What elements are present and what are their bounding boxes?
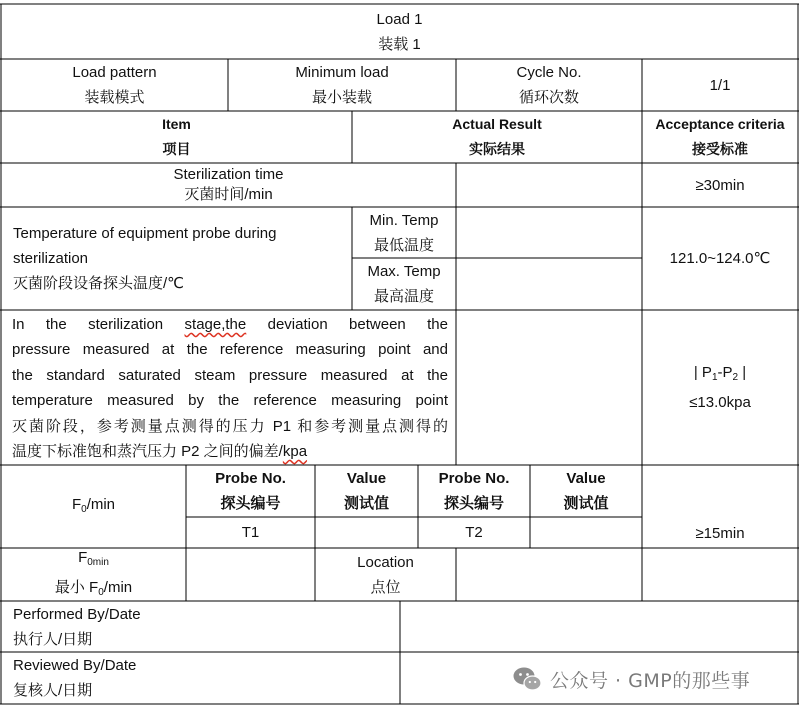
actual-result-header-cell [352, 111, 642, 163]
cycle-no-value: 1/1 [709, 76, 731, 94]
probe-no-header-2: Probe No. 探头编号 [438, 470, 510, 512]
location-label-cell [315, 548, 456, 601]
location-label-zh: 点位 [370, 578, 401, 596]
pressure-criteria-formula: | $P_1-P_2$ | [693, 364, 747, 383]
probe-temp-label-en-2: sterilization [13, 250, 89, 267]
pressure-line-3: the standard saturated steam pressure measured at the [12, 366, 448, 384]
f0-label: $F_0/\min$ [71, 495, 116, 515]
pressure-line-4: temperature measured by the reference measuring point [12, 392, 448, 410]
actual-result-header-en: Actual Result [452, 116, 542, 132]
load-pattern-label-cell [1, 59, 228, 111]
pressure-criteria-limit: ≤13.0kpa [689, 394, 751, 411]
max-temp-result-cell[interactable] [456, 258, 642, 310]
pressure-line-5: 灭菌阶段，参考测量点测得的压力 P1 和参考测量点测得的 [12, 417, 448, 435]
cycle-no-label-cell [456, 59, 642, 111]
cycle-no-label-zh: 循环次数 [518, 89, 579, 106]
location-value-cell[interactable] [456, 548, 642, 601]
value-header-1: Value 测试值 [343, 470, 389, 512]
min-temp-label-zh: 最低温度 [373, 236, 434, 254]
probe-temp-label-en-1: Temperature of equipment probe during [13, 225, 277, 242]
sterilization-time-criteria-cell [642, 163, 798, 207]
f0-criteria-cell [642, 465, 798, 601]
acceptance-criteria-header-en: Acceptance criteria [655, 116, 785, 132]
performed-by-label-zh: 执行人/日期 [13, 630, 93, 648]
load-pattern-label-en: Load pattern [72, 64, 157, 81]
load-pattern-value-cell [228, 59, 456, 111]
max-temp-label-en: Max. Temp [367, 263, 441, 280]
probe-temp-label-cell [1, 207, 352, 310]
probe-no-header-1: Probe No. 探头编号 [215, 470, 286, 512]
load-pattern-label-zh: 装载模式 [84, 89, 145, 106]
load-pattern-value-en: Minimum load [295, 64, 389, 81]
probe-t2-value-cell[interactable] [530, 517, 642, 548]
pressure-deviation-criteria-cell [642, 310, 798, 465]
acceptance-criteria-header-cell [642, 111, 798, 163]
load-title-zh: 装载 1 [378, 35, 421, 53]
max-temp-label-zh: 最高温度 [373, 288, 434, 305]
reviewed-by-label-en: Reviewed By/Date [13, 657, 137, 674]
watermark [512, 662, 750, 696]
sterilization-time-criteria: ≥30min [695, 176, 745, 194]
probe-temp-criteria: 121.0~124.0℃ [669, 250, 771, 267]
probe-temp-criteria-cell [642, 207, 798, 310]
probe-t1: T1 [241, 524, 260, 541]
f0min-label: $F_{0min}$ [78, 548, 109, 568]
cycle-no-label-en: Cycle No. [516, 64, 582, 81]
item-header-zh: 项目 [162, 141, 191, 157]
pressure-deviation-label-cell [12, 312, 448, 464]
performed-by-label-cell [1, 601, 400, 652]
sterilization-time-result-cell[interactable] [456, 163, 642, 207]
sterilization-time-label-en: Sterilization time [173, 166, 284, 183]
f0-criteria: ≥15min [695, 524, 745, 542]
f0-label-cell [1, 465, 186, 548]
pressure-line-1: In the sterilization stage,the deviation between the [12, 316, 448, 333]
probe-t2: T2 [465, 524, 483, 541]
performed-by-field[interactable] [400, 601, 798, 652]
cycle-no-value-cell [642, 59, 798, 111]
probe-temp-label-zh: 灭菌阶段设备探头温度/℃ [13, 275, 185, 292]
min-temp-label-cell [352, 207, 456, 258]
pressure-line-2: pressure measured at the reference measuring point and [12, 341, 448, 359]
item-header-cell [1, 111, 352, 163]
max-temp-label-cell [352, 258, 456, 310]
load-title-cell [1, 4, 798, 59]
pressure-line-6: 温度下标准饱和蒸汽压力 P2 之间的偏差/kpa [12, 443, 308, 461]
watermark-text: 公众号 · GMP的那些事 [550, 669, 751, 692]
location-label-en: Location [357, 553, 414, 571]
wechat-icon [512, 665, 542, 693]
f0min-label-cell [1, 548, 186, 601]
pressure-deviation-result-cell[interactable] [456, 310, 642, 465]
performed-by-label-en: Performed By/Date [13, 605, 141, 623]
value-header-2: Value 测试值 [563, 470, 609, 512]
load-title-en: Load 1 [376, 10, 423, 28]
min-temp-result-cell[interactable] [456, 207, 642, 258]
actual-result-header-zh: 实际结果 [469, 141, 525, 157]
min-temp-label-en: Min. Temp [369, 211, 439, 229]
probe-t1-cell [186, 517, 315, 548]
load-pattern-value-zh: 最小装载 [311, 89, 372, 106]
item-header-en: Item [162, 116, 191, 132]
f0min-value-cell[interactable] [186, 548, 315, 601]
sterilization-time-label-cell [1, 163, 456, 207]
probe-t1-value-cell[interactable] [315, 517, 418, 548]
acceptance-criteria-header-zh: 接受标准 [692, 141, 748, 157]
sterilization-time-label-zh: 灭菌时间/min [184, 186, 273, 203]
reviewed-by-label-zh: 复核人/日期 [13, 682, 93, 699]
reviewed-by-label-cell [1, 652, 400, 704]
probe-t2-cell [418, 517, 530, 548]
f0min-label-zh: 最小 $F_0/\min$ [54, 578, 133, 598]
